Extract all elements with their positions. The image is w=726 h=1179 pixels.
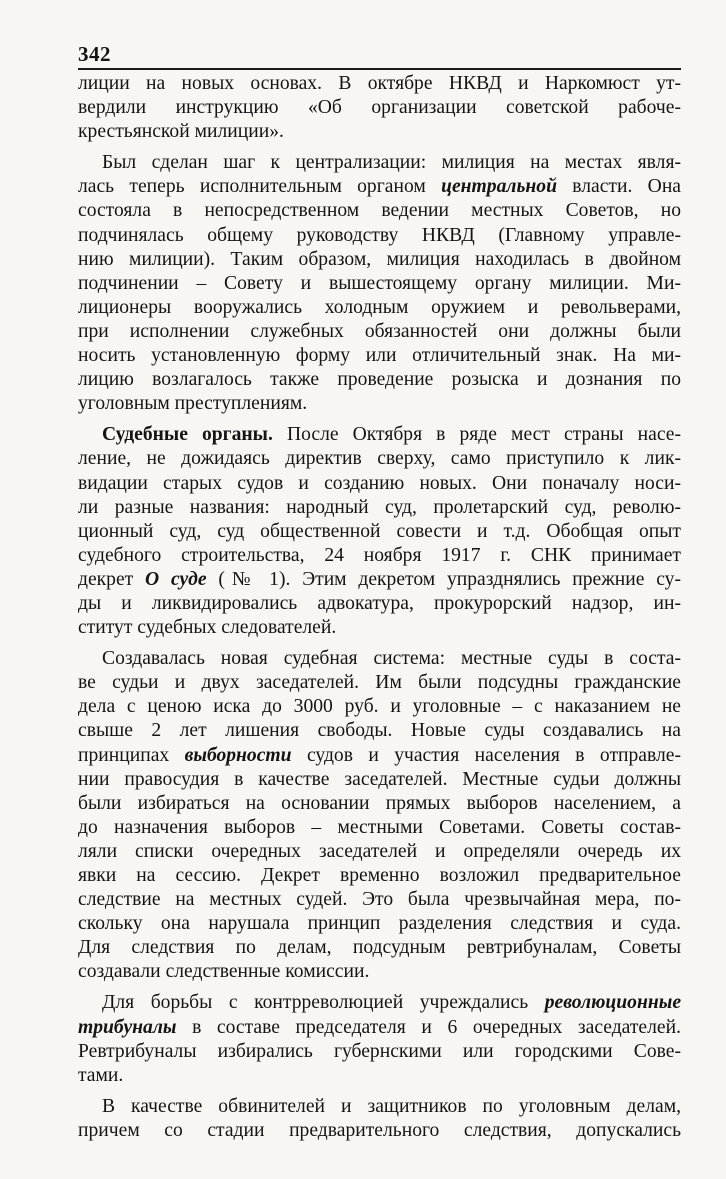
text-line: создавали следственные комиссии. bbox=[78, 961, 370, 983]
text-line: нию милиции). Таким образом, милиция находилась в двойном bbox=[78, 248, 681, 270]
page-number: 342 bbox=[78, 42, 111, 66]
text-line: при исполнении служебных обязанностей они должны были bbox=[78, 320, 681, 342]
text-line bbox=[78, 744, 681, 768]
text-segment: Для борьбы с контрреволюцией учреждались bbox=[102, 992, 529, 1014]
text-line: судебного строительства, 24 ноября 1917 г. СНК принимает bbox=[78, 544, 681, 566]
body-text bbox=[78, 72, 681, 1143]
paragraph bbox=[78, 72, 681, 144]
text-line: носить установленную форму или отличительный знак. На ми- bbox=[78, 345, 681, 367]
text-line: состояла в непосредственном ведении местных Советов, но bbox=[78, 200, 681, 222]
text-line: Ревтрибуналы избирались губернскими или городскими Сове- bbox=[78, 1040, 681, 1062]
text-line: ды и ликвидировались адвокатура, прокурорский надзор, ин- bbox=[78, 592, 681, 614]
text-line: свыше 2 лет лишения свободы. Новые суды создавались на bbox=[78, 720, 681, 742]
paragraph bbox=[78, 423, 681, 640]
text-line: нии правосудия в качестве заседателей. Местные судьи должны bbox=[78, 768, 681, 790]
emphasis-term: революционные bbox=[544, 992, 681, 1014]
text-line: явки на сессию. Декрет временно возложил предварительное bbox=[78, 865, 681, 886]
text-line bbox=[78, 991, 681, 1015]
text-line bbox=[78, 568, 681, 592]
text-line: скольку она нарушала принцип разделения следствия и суда. bbox=[78, 913, 681, 935]
text-line: ли разные названия: народный суд, пролетарский суд, револю- bbox=[78, 496, 681, 518]
text-line: подчинялась общему руководству НКВД (Главному управле- bbox=[78, 224, 681, 246]
text-line: ционный суд, суд общественной совести и т.д. Обобщая опыт bbox=[78, 520, 681, 542]
text-line: ститут судебных следователей. bbox=[78, 617, 337, 639]
paragraph bbox=[78, 1095, 681, 1143]
text-segment: декрет bbox=[78, 568, 134, 590]
text-line: лиционеры вооружались холодным оружием и револьверами, bbox=[78, 296, 681, 318]
text-line: причем со стадии предварительного следствия, допускались bbox=[78, 1119, 681, 1141]
section-heading: Судебные органы. bbox=[102, 424, 273, 446]
emphasis-term: центральной bbox=[441, 176, 557, 198]
text-line bbox=[78, 423, 681, 447]
paragraph bbox=[78, 647, 681, 984]
text-line: Был сделан шаг к централизации: милиция на местах явля- bbox=[102, 152, 681, 174]
text-line: тами. bbox=[78, 1064, 124, 1086]
text-line: ве судьи и двух заседателей. Им были подсудны гражданские bbox=[78, 672, 681, 694]
text-line: лиции на новых основах. В октябре НКВД и Наркомюст ут- bbox=[78, 73, 681, 94]
text-line: уголовным преступлениям. bbox=[78, 393, 308, 415]
text-line: до назначения выборов – местными Советами. Советы состав- bbox=[78, 816, 681, 838]
text-line: В качестве обвинителей и защитников по уголовным делам, bbox=[102, 1095, 681, 1117]
text-line: Создавалась новая судебная система: местные суды в соста- bbox=[102, 648, 681, 670]
text-line: лицию возлагалось также проведение розыска и дознания по bbox=[78, 369, 681, 391]
text-line: крестьянской милиции». bbox=[78, 121, 284, 143]
text-segment: лась теперь исполнительным органом bbox=[78, 176, 426, 198]
emphasis-term: О суде bbox=[145, 568, 207, 590]
text-segment: судов и участия населения в отправле- bbox=[306, 744, 681, 766]
text-line: вердили инструкцию «Об организации советской рабоче- bbox=[78, 97, 681, 119]
text-line: дела с ценою иска до 3000 руб. и уголовные – с наказанием не bbox=[78, 696, 681, 718]
text-line: были избираться на основании прямых выборов населением, а bbox=[78, 792, 681, 814]
text-segment: После Октября в ряде мест страны насе- bbox=[286, 424, 681, 446]
text-line: видации старых судов и созданию новых. Они поначалу носи- bbox=[78, 472, 681, 494]
text-segment: власти. Она bbox=[572, 176, 681, 198]
text-line: Для следствия по делам, подсудным ревтрибуналам, Советы bbox=[78, 937, 681, 959]
text-line: ляли списки очередных заседателей и определяли очередь их bbox=[78, 840, 681, 862]
emphasis-term: выборности bbox=[184, 744, 292, 766]
paragraph bbox=[78, 151, 681, 416]
paragraph bbox=[78, 991, 681, 1087]
text-segment: принципах bbox=[78, 744, 170, 766]
text-line bbox=[78, 175, 681, 199]
header-rule bbox=[78, 68, 681, 70]
text-line bbox=[78, 1016, 681, 1040]
emphasis-term: трибуналы bbox=[78, 1016, 177, 1038]
text-line: ление, не дожидаясь директив сверху, само приступило к лик- bbox=[78, 448, 681, 470]
text-segment: в составе председателя и 6 очередных заседателей. bbox=[192, 1016, 681, 1038]
text-line: следствие на местных судей. Это была чрезвычайная мера, по- bbox=[78, 889, 681, 911]
text-segment: (№ 1). Этим декретом упразднялись прежние су- bbox=[218, 568, 681, 590]
text-line: подчинении – Совету и вышестоящему органу милиции. Ми- bbox=[78, 272, 681, 294]
